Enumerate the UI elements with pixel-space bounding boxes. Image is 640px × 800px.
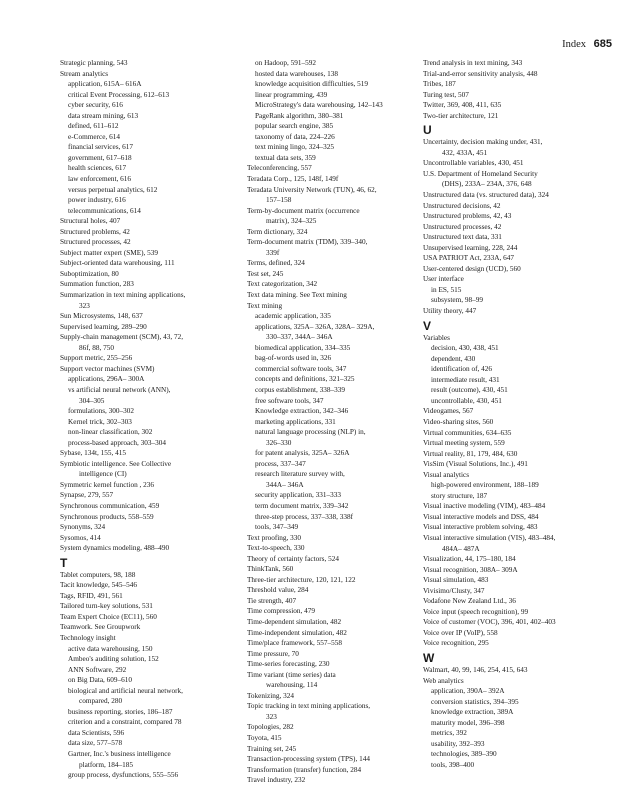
index-entry: Turing test, 507 — [423, 90, 469, 99]
index-entry: critical Event Processing, 612–613 — [68, 90, 170, 99]
index-entry: commercial software tools, 347 — [255, 364, 347, 373]
index-entry: Text proofing, 330 — [247, 533, 302, 542]
index-entry: uncontrollable, 430, 451 — [431, 396, 502, 405]
index-entry: Support metric, 255–256 — [60, 354, 133, 363]
index-entry: Symmetric kernel function , 236 — [60, 480, 155, 489]
index-entry: Virtual communities, 634–635 — [423, 428, 512, 437]
index-entry: Threshold value, 284 — [247, 586, 309, 595]
index-entry: Symbiotic intelligence. See Collective — [60, 459, 172, 468]
index-entry: vs artificial neural network (ANN), — [68, 385, 171, 394]
index-entry: Theory of certainty factors, 524 — [247, 554, 339, 563]
index-entry: Time/place framework, 557–558 — [247, 639, 342, 648]
index-entry: Transformation (transfer) function, 284 — [247, 765, 362, 774]
index-entry: 304–305 — [79, 396, 105, 405]
index-entry: User-centered design (UCD), 560 — [423, 264, 521, 273]
index-entry: subsystem, 98–99 — [431, 296, 483, 305]
index-entry: Visual inactive modeling (VIM), 483–484 — [423, 502, 546, 511]
index-entry: 323 — [266, 712, 277, 721]
index-entry: Tie strength, 407 — [247, 596, 297, 605]
index-entry: 326–330 — [266, 438, 292, 447]
index-entry: Unsupervised learning, 228, 244 — [423, 243, 518, 252]
index-entry: concepts and definitions, 321–325 — [255, 375, 355, 384]
index-entry: Tokenizing, 324 — [247, 691, 295, 700]
index-entry: defined, 611–612 — [68, 122, 119, 131]
index-entry: applications, 325A– 326A, 328A– 329A, — [255, 322, 375, 331]
index-entry: dependent, 430 — [431, 354, 476, 363]
index-entry: Two-tier architecture, 121 — [423, 111, 499, 120]
index-entry: Teradata Corp., 125, 148f, 149f — [247, 175, 339, 184]
index-entry: Subject-oriented data warehousing, 111 — [60, 259, 175, 268]
index-entry: Vivisimo/Clusty, 347 — [423, 586, 485, 595]
index-entry: identification of, 426 — [431, 365, 493, 374]
index-entry: telecommunications, 614 — [68, 206, 141, 215]
index-entry: Visual interactive simulation (VIS), 483–484, — [423, 533, 556, 542]
index-entry: Visual interactive problem solving, 483 — [423, 523, 538, 532]
index-entry: corpus establishment, 338–339 — [255, 385, 346, 394]
index-entry: high-powered environment, 188–189 — [431, 481, 539, 490]
index-entry: knowledge extraction, 389A — [431, 708, 514, 717]
index-entry: Teradata University Network (TUN), 46, 62, — [247, 185, 377, 194]
index-entry: marketing applications, 331 — [255, 417, 336, 426]
index-entry: law enforcement, 616 — [68, 175, 132, 184]
index-entry: Video-sharing sites, 560 — [423, 417, 494, 426]
index-entry: Synchronous products, 558–559 — [60, 512, 154, 521]
index-entry: Training set, 245 — [247, 744, 297, 753]
index-entry: Voice of customer (VOC), 396, 401, 402–403 — [423, 618, 556, 627]
index-entry: Teleconferencing, 557 — [247, 164, 312, 173]
index-entry: Voice input (speech recognition), 99 — [423, 607, 529, 616]
index-entry: formulations, 300–302 — [68, 407, 135, 416]
index-entry: U.S. Department of Homeland Security — [423, 169, 538, 178]
index-entry: maturity model, 396–398 — [431, 718, 505, 727]
running-title: Index — [562, 39, 587, 50]
index-entry: Topologies, 282 — [247, 723, 294, 732]
index-entry: term document matrix, 339–342 — [255, 501, 349, 510]
index-entry: textual data sets, 359 — [255, 153, 316, 162]
index-entry: Subject matter expert (SME), 539 — [60, 248, 159, 257]
index-entry: Time-dependent simulation, 482 — [247, 617, 342, 626]
index-entry: Structural holes, 407 — [60, 217, 121, 226]
index-entry: tools, 398–400 — [431, 760, 475, 769]
index-entry: Sysomos, 414 — [60, 533, 101, 542]
section-letter: W — [423, 650, 435, 665]
index-entry: on Big Data, 609–610 — [68, 676, 133, 685]
index-entry: free software tools, 347 — [255, 396, 324, 405]
index-entry: Synapse, 279, 557 — [60, 491, 114, 500]
index-entry: Tailored turn-key solutions, 531 — [60, 602, 153, 611]
index-entry: Unstructured problems, 42, 43 — [423, 212, 512, 221]
index-entry: technologies, 389–390 — [431, 750, 497, 759]
index-entry: group process, dysfunctions, 555–556 — [68, 771, 179, 780]
index-entry: application, 390A– 392A — [431, 687, 505, 696]
index-entry: Virtual meeting system, 559 — [423, 439, 505, 448]
index-entry: Structured processes, 42 — [60, 238, 131, 247]
index-entry: Utility theory, 447 — [423, 307, 477, 316]
index-entry: Walmart, 40, 99, 146, 254, 415, 643 — [423, 665, 528, 674]
index-entry: usability, 392–393 — [431, 739, 485, 748]
index-entry: on Hadoop, 591–592 — [255, 59, 317, 67]
page-number: 685 — [593, 38, 612, 50]
index-entry: 330–337, 344A– 346A — [266, 333, 333, 342]
index-entry: Synonyms, 324 — [60, 523, 106, 532]
index-column-3 — [423, 58, 615, 770]
index-entry: Time-independent simulation, 482 — [247, 628, 347, 637]
index-entry: Twitter, 369, 408, 411, 635 — [423, 101, 502, 110]
index-entry: Trend analysis in text mining, 343 — [423, 59, 523, 67]
index-entry: Term-by-document matrix (occurrence — [247, 206, 360, 215]
index-entry: Technology insight — [60, 633, 116, 642]
index-entry: Structured problems, 42 — [60, 227, 130, 236]
index-entry: knowledge acquisition difficulties, 519 — [255, 80, 369, 89]
index-entry: security application, 331–333 — [255, 491, 341, 500]
section-letter: T — [60, 555, 68, 570]
index-entry: linear programming, 439 — [255, 90, 328, 99]
index-entry: active data warehousing, 150 — [68, 644, 153, 653]
index-entry: data stream mining, 613 — [68, 111, 139, 120]
index-entry: for patent analysis, 325A– 326A — [255, 449, 350, 458]
index-entry: 344A– 346A — [266, 480, 304, 489]
index-entry: Virtual reality, 81, 179, 484, 630 — [423, 449, 518, 458]
index-entry: Text data mining. See Text mining — [247, 291, 347, 300]
index-entry: Voice over IP (VoIP), 558 — [423, 628, 498, 637]
index-entry: conversion statistics, 394–395 — [431, 697, 519, 706]
index-entry: taxonomy of data, 224–226 — [255, 132, 335, 141]
index-entry: Variables — [423, 333, 450, 342]
index-entry: Support vector machines (SVM) — [60, 364, 155, 373]
index-entry: Uncontrollable variables, 430, 451 — [423, 159, 524, 168]
index-entry: Gartner, Inc.'s business intelligence — [68, 750, 171, 758]
index-entry: data Scientists, 596 — [68, 728, 125, 737]
index-entry: Unstructured text data, 331 — [423, 233, 502, 242]
index-entry: Travel industry, 232 — [247, 776, 306, 785]
index-entry: Suboptimization, 80 — [60, 269, 119, 278]
index-entry: Tablet computers, 98, 188 — [60, 570, 136, 579]
index-entry: biomedical application, 334–335 — [255, 343, 351, 352]
index-entry: ANN Software, 292 — [68, 665, 127, 674]
index-entry: versus perpetual analytics, 612 — [68, 185, 158, 194]
index-entry: compared, 280 — [79, 697, 123, 706]
index-entry: government, 617–618 — [68, 153, 132, 162]
index-entry: Knowledge extraction, 342–346 — [255, 407, 349, 416]
index-entry: intermediate result, 431 — [431, 375, 500, 384]
index-entry: Synchronous communication, 459 — [60, 501, 160, 510]
index-entry: metrics, 392 — [431, 729, 467, 738]
index-entry: academic application, 335 — [255, 312, 331, 321]
index-column-1 — [60, 58, 240, 781]
index-entry: natural language processing (NLP) in, — [255, 428, 366, 437]
index-entry: Text-to-speech, 330 — [247, 544, 305, 553]
index-entry: decision, 430, 438, 451 — [431, 344, 499, 353]
index-entry: intelligence (CI) — [79, 470, 127, 479]
index-entry: bag-of-words used in, 326 — [255, 354, 332, 363]
section-letter: U — [423, 123, 432, 138]
index-column-2 — [247, 58, 415, 786]
index-entry: Kernel trick, 302–303 — [68, 417, 132, 426]
index-entry: in ES, 515 — [431, 285, 462, 294]
index-entry: biological and artificial neural network, — [68, 686, 183, 695]
index-entry: Trial-and-error sensitivity analysis, 448 — [423, 69, 538, 78]
page-header — [562, 38, 612, 50]
section-letter: V — [423, 318, 432, 333]
index-entry: Sun Microsystems, 148, 637 — [60, 312, 143, 321]
index-entry: Stream analytics — [60, 69, 109, 78]
index-entry: Visual simulation, 483 — [423, 576, 489, 585]
index-entry: Visual interactive models and DSS, 484 — [423, 512, 539, 521]
index-entry: Terms, defined, 324 — [247, 259, 305, 268]
index-entry: Time-series forecasting, 230 — [247, 660, 330, 669]
index-entry: Time compression, 479 — [247, 607, 316, 616]
index-entry: process-based approach, 303–304 — [68, 438, 167, 447]
index-entry: platform, 184–185 — [79, 760, 133, 769]
index-entry: MicroStrategy's data warehousing, 142–143 — [255, 101, 383, 110]
index-entry: Visual analytics — [423, 470, 470, 479]
index-entry: Web analytics — [423, 676, 464, 685]
index-entry: Three-tier architecture, 120, 121, 122 — [247, 575, 356, 584]
index-entry: matrix), 324–325 — [266, 217, 317, 226]
index-entry: popular search engine, 385 — [255, 122, 334, 131]
index-entry: Summarization in text mining applications, — [60, 291, 186, 300]
index-entry: story structure, 187 — [431, 491, 488, 500]
index-entry: Visual recognition, 308A– 309A — [423, 565, 518, 574]
index-entry: health sciences, 617 — [68, 164, 127, 173]
index-entry: three-step process, 337–338, 338f — [255, 512, 354, 521]
index-entry: Vodafone New Zealand Ltd., 36 — [423, 597, 516, 606]
index-entry: PageRank algorithm, 380–381 — [255, 111, 344, 120]
index-entry: Uncertainty, decision making under, 431, — [423, 138, 543, 147]
index-entry: financial services, 617 — [68, 143, 134, 152]
index-entry: 323 — [79, 301, 90, 310]
index-entry: 86f, 88, 750 — [79, 343, 115, 352]
index-entry: Ambeo's auditing solution, 152 — [68, 655, 159, 664]
index-entry: Sybase, 134t, 155, 415 — [60, 449, 127, 458]
index-entry: e-Commerce, 614 — [68, 132, 120, 141]
index-entry: hosted data warehouses, 138 — [255, 69, 338, 78]
index-entry: Unstructured decisions, 42 — [423, 201, 501, 210]
index-entry: cyber security, 616 — [68, 101, 123, 110]
index-entry: tools, 347–349 — [255, 523, 299, 532]
index-entry: Time variant (time series) data — [247, 670, 336, 679]
index-entry: 432, 433A, 451 — [442, 148, 488, 157]
index-entry: Text categorization, 342 — [247, 280, 318, 289]
index-entry: process, 337–347 — [255, 459, 306, 468]
index-entry: data size, 577–578 — [68, 739, 123, 748]
index-entry: Strategic planning, 543 — [60, 59, 128, 67]
index-entry: Team Expert Choice (EC11), 560 — [60, 612, 157, 621]
index-entry: non-linear classification, 302 — [68, 428, 153, 437]
index-entry: System dynamics modeling, 488–490 — [60, 544, 170, 553]
index-entry: power industry, 616 — [68, 196, 126, 205]
index-entry: Summation function, 283 — [60, 280, 134, 289]
index-entry: business reporting, stories, 186–187 — [68, 707, 173, 716]
index-entry: Tribes, 187 — [423, 80, 456, 89]
index-entry: Tags, RFID, 491, 561 — [60, 591, 123, 600]
index-entry: applications, 296A– 300A — [68, 375, 145, 384]
index-entry: Teamwork. See Groupwork — [60, 623, 141, 632]
index-entry: 339f — [266, 248, 280, 257]
index-entry: research literature survey with, — [255, 470, 345, 479]
index-entry: Term-document matrix (TDM), 339–340, — [247, 238, 368, 247]
index-entry: Test set, 245 — [247, 269, 284, 278]
index-entry: Supervised learning, 289–290 — [60, 322, 147, 331]
index-entry: USA PATRIOT Act, 233A, 647 — [423, 254, 515, 263]
index-entry: Unstructured data (vs. structured data), 324 — [423, 191, 549, 200]
index-entry: (DHS), 233A– 234A, 376, 648 — [442, 180, 532, 189]
index-entry: 157–158 — [266, 196, 292, 205]
index-entry: Text mining — [247, 301, 283, 310]
index-entry: Topic tracking in text mining applications, — [247, 702, 371, 711]
index-entry: 484A– 487A — [442, 544, 480, 553]
index-entry: VisSim (Visual Solutions, Inc.), 491 — [423, 460, 528, 469]
index-entry: Time pressure, 70 — [247, 649, 299, 658]
index-entry: Supply-chain management (SCM), 43, 72, — [60, 333, 184, 342]
index-entry: User interface — [423, 275, 464, 284]
index-entry: Tacit knowledge, 545–546 — [60, 581, 138, 590]
index-entry: application, 615A– 616A — [68, 80, 142, 89]
index-entry: Transaction-processing system (TPS), 144 — [247, 755, 370, 764]
index-entry: result (outcome), 430, 451 — [431, 386, 508, 395]
index-entry: Voice recognition, 295 — [423, 639, 489, 648]
index-entry: text mining lingo, 324–325 — [255, 143, 334, 152]
index-entry: warehousing, 114 — [266, 681, 318, 690]
index-entry: Term dictionary, 324 — [247, 227, 308, 236]
index-entry: Unstructured processes, 42 — [423, 222, 502, 231]
index-entry: Videogames, 567 — [423, 407, 474, 416]
index-entry: Toyota, 415 — [247, 734, 282, 742]
index-entry: criterion and a constraint, compared 78 — [68, 718, 182, 727]
index-entry: Visualization, 44, 175–180, 184 — [423, 555, 516, 564]
index-entry: ThinkTank, 560 — [247, 565, 294, 574]
